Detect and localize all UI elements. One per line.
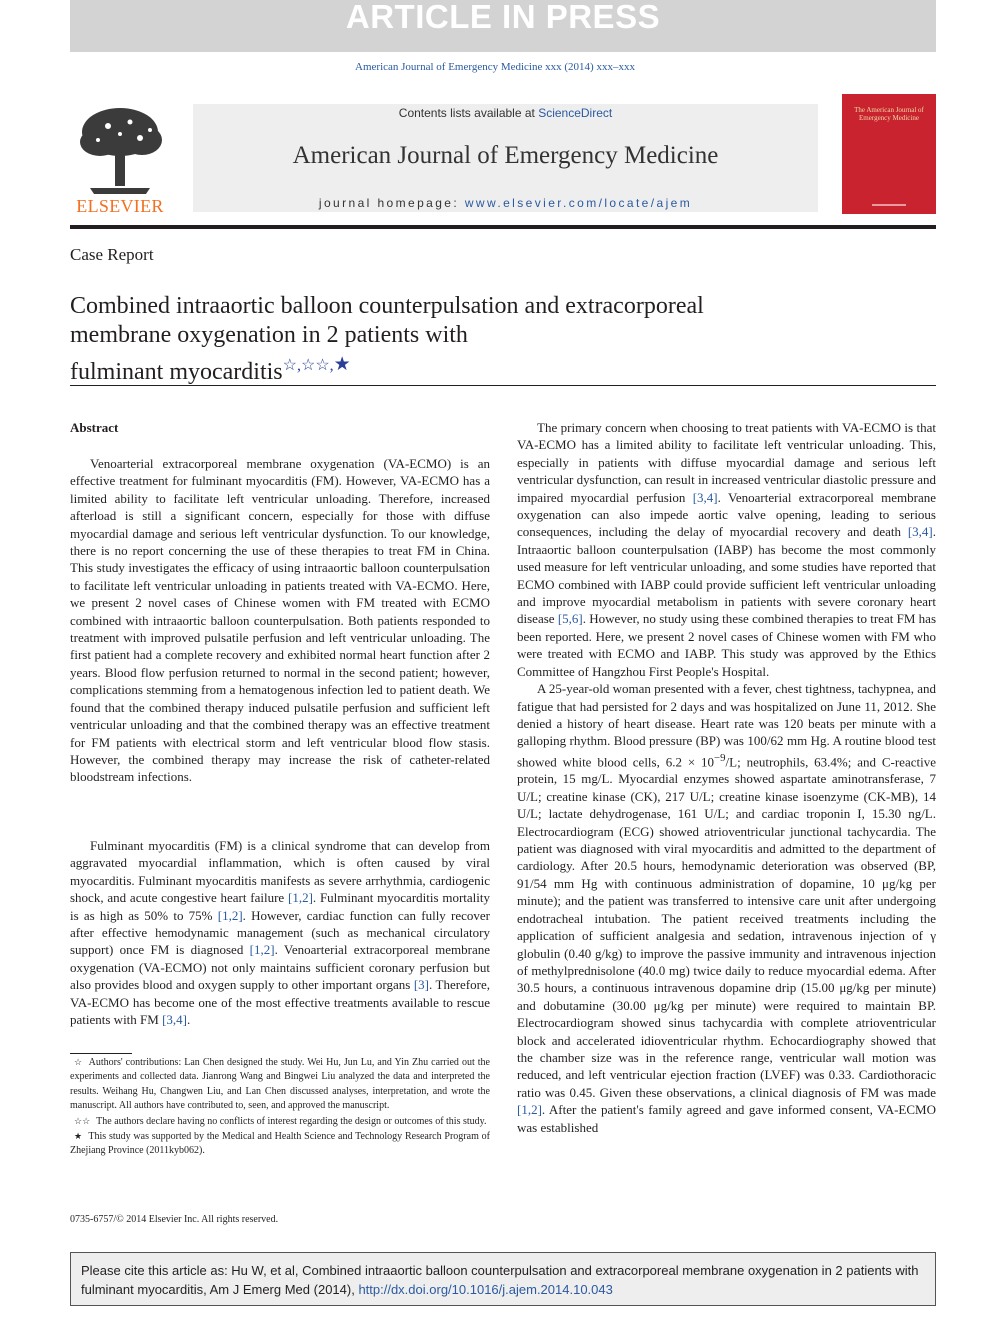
journal-masthead — [193, 104, 818, 212]
copyright-line: 0735-6757/© 2014 Elsevier Inc. All rights reserved. — [70, 1214, 279, 1225]
journal-citation[interactable]: American Journal of Emergency Medicine xxx (2014) xxx–xxx — [355, 61, 635, 73]
title-footnote-star-3[interactable]: ★ — [333, 354, 351, 375]
footnote-symbol: ☆ — [74, 1057, 83, 1067]
homepage-link[interactable]: www.elsevier.com/locate/ajem — [464, 196, 693, 210]
banner-text: ARTICLE IN PRESS — [345, 0, 661, 35]
reference-link[interactable]: [3] — [413, 977, 429, 993]
homepage-line — [193, 196, 818, 210]
contents-prefix: Contents lists available at — [398, 106, 539, 120]
reference-link[interactable]: [5,6] — [557, 611, 583, 627]
title-line-3: fulminant myocarditis — [70, 359, 283, 385]
citation-box — [70, 1252, 936, 1306]
title-rule — [70, 385, 936, 386]
intro-paragraph-1: Fulminant myocarditis (FM) is a clinical syndrome that can develop from aggravated myocardial inflammation, which is often caused by viral myocarditis. Fulminant myocarditis manifests as severe arrhythmia, cardiogenic shock, and acute congestive heart failure [1,2]. Fulminant myocarditis mortality is as high as 50% to 75% [1,2]. However, cardiac function can fully recover after effective hemodynamic management (such as mechanical circulatory support) once FM is diagnosed [1,2]. Venoarterial extracorporeal membrane oxygenation (VA-ECMO) not only maintains sufficient coronary perfusion but also provides blood and oxygen supply to other important organs [3]. Therefore, VA-ECMO has become one of the most effective treatments available to rescue patients with FM [3,4]. — [70, 838, 490, 1028]
title-star-separator-1: , — [296, 357, 301, 374]
reference-link[interactable]: [3,4] — [907, 524, 933, 540]
footnote-conflicts: ☆☆ The authors declare having no conflicts of interest regarding the design or outcomes of this study. — [74, 1115, 487, 1127]
article-title — [70, 292, 770, 387]
title-footnote-star-2[interactable]: ☆☆ — [300, 357, 330, 374]
footnote-symbol: ☆☆ — [74, 1115, 91, 1126]
abstract-paragraph: Venoarterial extracorporeal membrane oxygenation (VA-ECMO) is an effective treatment for fulminant myocarditis (FM). However, VA-ECMO has a limited ability to facilitate left ventricular unloading. Therefore, increased afterload is still a significant concern, especially for those with diffuse myocardial damage and serious left ventricular dysfunction. To our knowledge, there is no report concerning the use of these therapies to treat FM in China. This study investigates the efficacy of using intraaortic balloon counterpulsation to facilitate left ventricular unloading in patients treated with VA-ECMO. Here, we present 2 novel cases of Chinese women with FM treated with ECMO combined with intraaortic balloon counterpulsation. Both patients responded to treatment with improved pulsatile perfusion and left ventricular unloading. The first patient had a complete recovery and exhibited normal heart function after 2 years. Blood flow perfusion returned to normal in the second patient; however, complications stemming from a hematogenous infection led to patient death. We found that the combined therapy induced pulsatile perfusion and sufficient left ventricular unloading and that the combined therapy was an effective treatment for FM patients with electrical storm and left ventricular blood flow stasis. However, the combined therapy may increase the risk of catheter-related bloodstream infections. — [70, 456, 490, 785]
abstract-heading: Abstract — [70, 420, 119, 435]
reference-link[interactable]: [1,2] — [287, 890, 313, 906]
footnote-symbol: ★ — [74, 1131, 83, 1142]
title-star-separator-2: , — [329, 357, 334, 374]
introduction-left-column — [70, 837, 490, 1028]
reference-link[interactable]: [3,4] — [162, 1012, 188, 1028]
journal-title: American Journal of Emergency Medicine — [292, 142, 719, 169]
title-line-2: membrane oxygenation in 2 patients with — [70, 322, 468, 348]
doi-link[interactable]: http://dx.doi.org/10.1016/j.ajem.2014.10.043 — [358, 1282, 613, 1297]
right-column-body — [517, 419, 936, 1136]
right-paragraph-1: The primary concern when choosing to treat patients with VA-ECMO is that VA-ECMO has a limited ability to facilitate left ventricular unloading. This, especially in patients with diffuse myocardial damage and serious left ventricular dysfunction, can result in increased ventricular diastolic pressure and impaired myocardial perfusion [3,4]. Venoarterial extracorporeal membrane oxygenation can also impede aortic valve opening, leading to serious consequences, including the delay of myocardial recovery and death [3,4]. Intraaortic balloon counterpulsation (IABP) has become the most commonly used measure for left ventricular unloading, and some studies have reported that ECMO combined with IABP could provide sufficient left ventricular unloading and improve myocardial metabolism in patients with severe coronary heart disease [5,6]. However, no study using these combined therapies to treat FM has been reported. Here, we present 2 novel cases of Chinese women with FM who were treated with ECMO and IABP. This study was approved by the Ethics Committee of Hangzhou First People's Hospital. — [517, 420, 937, 679]
reference-link[interactable]: [3,4] — [692, 489, 718, 505]
title-line-1: Combined intraaortic balloon counterpulsation and extracorporeal — [70, 293, 704, 319]
contents-line — [193, 106, 818, 120]
cover-bar — [872, 204, 906, 206]
journal-cover-thumbnail — [842, 94, 936, 214]
abstract-body — [70, 455, 490, 786]
header-rule — [70, 225, 936, 229]
sciencedirect-link[interactable]: ScienceDirect — [538, 106, 613, 120]
title-footnote-star-1[interactable]: ☆ — [282, 357, 297, 374]
elsevier-wordmark: ELSEVIER — [76, 196, 164, 216]
homepage-prefix: journal homepage: — [318, 196, 465, 210]
footnotes — [70, 1055, 490, 1159]
case-paragraph-1: A 25-year-old woman presented with a fever, chest tightness, tachypnea, and fatigue that had persisted for 2 days and was hospitalized on June 11, 2012. She denied a history of heart disease. Heart rate was 120 beats per minute with a galloping rhythm. Blood pressure (BP) was 100/62 mm Hg. A routine blood test showed white blood cells, $6.2 \times 10^{-9}/L$; neutrophils, 63.4%; and C-reactive protein, 15 mg/L. Myocardial enzymes showed aspartate aminotransferase, 7 U/L; creatine kinase (CK), 217 U/L; creatine kinase isoenzyme (CK-MB), 14 U/L; lactate dehydrogenase, 161 U/L; and cardiac troponin I, 15.30 ng/L. Electrocardiogram (ECG) showed atrioventricular junctional tachycardia. The patient was diagnosed with viral myocarditis and admitted to the department of cardiology. After 20.5 hours, hemodynamic deterioration was observed (BP, 91/54 mm Hg with continuous administration of dopamine, 10 μg/kg per minute); and the patient was transferred to intensive care unit after undergoing endotracheal intubation. The patient received treatments including the application of sufficient analgesia and sedation, intravenous injection of γ globulin (0.40 g/kg) to improve the passive immunity and intravenous injection of methylprednisolone (40.0 mg) twice daily to reduce myocardial edema. After 30.5 hours, a continuous intravenous dopamine drip (15.00 μg/kg per minute) and dobutamine (30.00 μg/kg per minute) were required to maintain BP. Electrocardiogram showed sinus tachycardia with complete atrioventricular block and accelerated idioventricular rhythm. Echocardiography showed that the chamber size was in the reference range, ventricular wall motion was reduced, and left ventricular ejection fraction (LVEF) was 0.33. Cardiothoracic ratio was 0.45. Given these observations, a clinical diagnosis of FM was made [1,2]. After the patient's family agreed and gave informed consent, VA-ECMO was established — [517, 681, 936, 1135]
exponent: −9 — [714, 751, 726, 764]
footnote-rule — [70, 1053, 132, 1054]
article-type: Case Report — [70, 245, 154, 264]
footnote-funding: ★ This study was supported by the Medical and Health Science and Technology Research Program of Zhejiang Province (2011kyb062). — [70, 1131, 490, 1157]
cover-title: The American Journal of Emergency Medicine — [854, 106, 924, 122]
reference-link[interactable]: [1,2] — [249, 942, 275, 958]
footnote-contributions: ☆ Authors' contributions: Lan Chen designed the study. Wei Hu, Jun Lu, and Yin Zhu carried out the experiments and collected data. Jianrong Wang and Bingwei Liu analyzed the data and interpreted the results. Weihang Hu, Changwen Liu, and Lan Chen discussed analyses, interpretation, and wrote the manuscript. All authors have contributed to, seen, and approved the manuscript. — [70, 1057, 490, 1112]
reference-link[interactable]: [1,2] — [217, 907, 243, 923]
reference-link[interactable]: [1,2] — [517, 1102, 542, 1118]
citation-text: Please cite this article as: Hu W, et al, Combined intraaortic balloon counterpulsation and extracorporeal membrane oxygenation in 2 patients with fulminant myocarditis, Am J Emerg Med (2014), — [81, 1263, 919, 1297]
article-in-press-banner — [70, 0, 936, 52]
